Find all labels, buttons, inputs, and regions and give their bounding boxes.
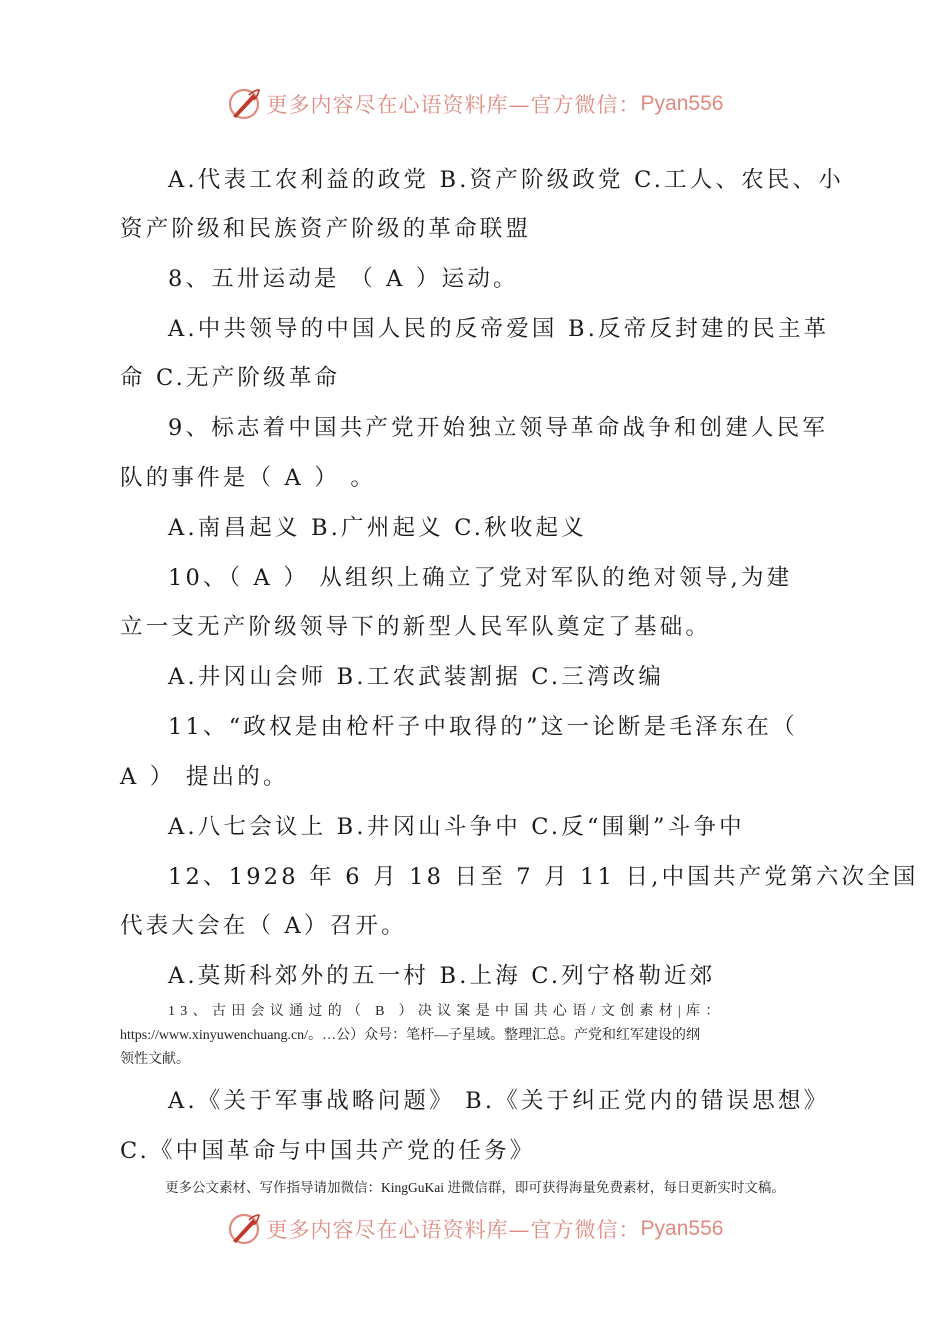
line-2: 资产阶级和民族资产阶级的革命联盟: [120, 216, 532, 242]
line-5: 命 C.无产阶级革命: [120, 365, 341, 391]
options-9: A.南昌起义 B.广州起义 C.秋收起义: [168, 515, 587, 541]
footer-note: 更多公文素材、写作指导请加微信：KingGuKai 进微信群，即可获得海量免费素材，每日更新实时文稿。: [165, 1180, 785, 1195]
options-13-a-b: A.《关于军事战略问题》 B.《关于纠正党内的错误思想》: [168, 1088, 830, 1114]
line-16: 代表大会在（ A）召开。: [120, 913, 407, 939]
line-7: 队的事件是（ A ） 。: [120, 465, 377, 491]
question-9: 9、标志着中国共产党开始独立领导革命战争和创建人民军: [168, 415, 829, 441]
question-12: 12、1928 年 6 月 18 日至 7 月 11 日,中国共产党第六次全国: [168, 864, 919, 890]
line-13: A ） 提出的。: [120, 764, 289, 790]
line-4: A.中共领导的中国人民的反帝爱国 B.反帝反封建的民主革: [168, 316, 830, 342]
quill-circle-logo-icon: [227, 87, 261, 121]
banner-wechat-id: Pyan556: [640, 1217, 724, 1240]
options-10: A.井冈山会师 B.工农武装割据 C.三湾改编: [168, 664, 665, 690]
options-11: A.八七会议上 B.井冈山斗争中 C.反“围剿”斗争中: [168, 814, 745, 840]
banner-text: 更多内容尽在心语资料库—官方微信：: [266, 1218, 641, 1242]
question-8: 8、五卅运动是 （ A ）运动。: [168, 266, 519, 292]
header-banner: [0, 82, 950, 126]
banner-wechat-id: Pyan556: [640, 92, 724, 115]
line-1: A.代表工农利益的政党 B.资产阶级政党 C.工人、农民、小: [168, 167, 844, 193]
line-10: 立一支无产阶级领导下的新型人民军队奠定了基础。: [120, 614, 712, 640]
quill-circle-logo-icon: [227, 1212, 261, 1246]
question-10: 10、（ A ） 从组织上确立了党对军队的绝对领导,为建: [168, 565, 793, 591]
banner-text: 更多内容尽在心语资料库—官方微信：: [266, 93, 641, 117]
footer-banner: [0, 1207, 950, 1251]
question-13-line-1: 13、古田会议通过的（ B ）决议案是中国共心语/文创素材|库：: [168, 1004, 725, 1019]
question-11: 11、“政权是由枪杆子中取得的”这一论断是毛泽东在（: [168, 714, 798, 740]
options-12: A.莫斯科郊外的五一村 B.上海 C.列宁格勒近郊: [168, 963, 716, 989]
question-13-line-2: https://www.xinyuwenchuang.cn/。…公）众号：笔杆—子星域。整理汇总。产党和红军建设的纲: [120, 1028, 701, 1043]
question-13-line-3: 领性文献。: [120, 1052, 190, 1067]
options-13-c: C.《中国革命与中国共产党的任务》: [120, 1138, 536, 1164]
